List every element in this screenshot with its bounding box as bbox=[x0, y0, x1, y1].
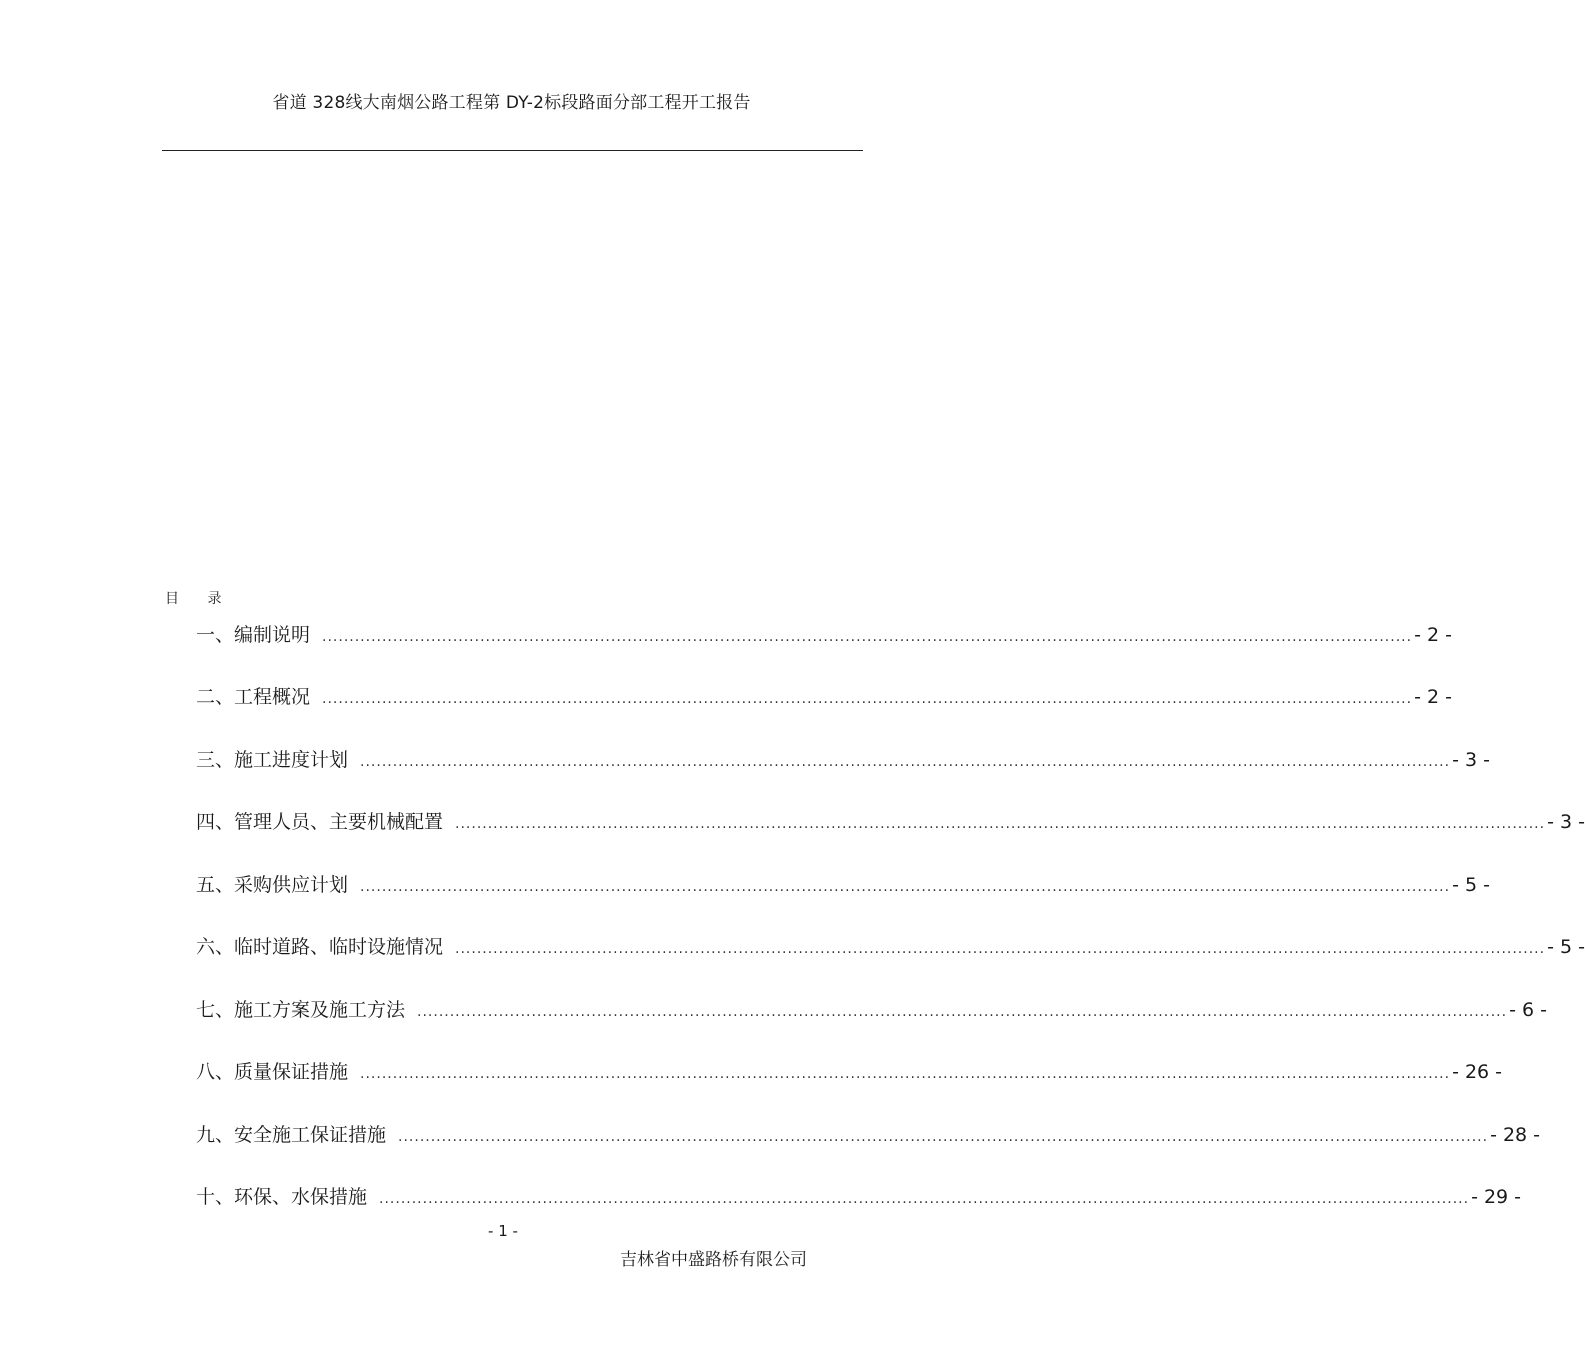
toc-item-label: 十、环保、水保措施 bbox=[196, 1186, 368, 1208]
toc-item-label: 四、管理人员、主要机械配置 bbox=[196, 811, 444, 833]
toc-item[interactable] bbox=[196, 1057, 1503, 1101]
toc-leader-dots: ........................................................................................................................................................................................................ bbox=[398, 1129, 1489, 1145]
toc-leader-dots: ........................................................................................................................................................................................................ bbox=[360, 754, 1451, 770]
toc-leader-dots: ........................................................................................................................................................................................................ bbox=[379, 1191, 1470, 1207]
header-divider bbox=[162, 150, 863, 151]
toc-item-label: 一、编制说明 bbox=[196, 624, 311, 646]
toc-item-label: 八、质量保证措施 bbox=[196, 1061, 349, 1083]
toc-leader-dots: ........................................................................................................................................................................................................ bbox=[322, 691, 1413, 707]
toc-item[interactable] bbox=[196, 682, 1452, 726]
toc-leader-dots: ........................................................................................................................................................................................................ bbox=[322, 629, 1413, 645]
toc-item-page: - 26 - bbox=[1452, 1061, 1503, 1083]
toc-leader-dots: ........................................................................................................................................................................................................ bbox=[455, 816, 1546, 832]
toc-item[interactable] bbox=[196, 995, 1547, 1039]
toc-item[interactable] bbox=[196, 870, 1490, 914]
page-number: - 1 - bbox=[488, 1222, 518, 1240]
toc-leader-dots: ........................................................................................................................................................................................................ bbox=[360, 1066, 1451, 1082]
toc-item[interactable] bbox=[196, 1182, 1522, 1226]
toc-item[interactable] bbox=[196, 745, 1490, 789]
toc-item[interactable] bbox=[196, 807, 1585, 851]
toc-item-page: - 3 - bbox=[1452, 749, 1490, 771]
toc-item-page: - 5 - bbox=[1547, 936, 1585, 958]
toc-item[interactable] bbox=[196, 1120, 1541, 1164]
toc-leader-dots: ........................................................................................................................................................................................................ bbox=[417, 1004, 1508, 1020]
toc-item-page: - 3 - bbox=[1547, 811, 1585, 833]
toc-item-page: - 2 - bbox=[1414, 624, 1452, 646]
page-header-title: 省道 328线大南烟公路工程第 DY-2标段路面分部工程开工报告 bbox=[272, 93, 751, 113]
company-name: 吉林省中盛路桥有限公司 bbox=[620, 1250, 807, 1270]
toc-leader-dots: ........................................................................................................................................................................................................ bbox=[360, 879, 1451, 895]
toc-item-label: 五、采购供应计划 bbox=[196, 874, 349, 896]
toc-item-label: 七、施工方案及施工方法 bbox=[196, 999, 406, 1021]
toc-item-label: 六、临时道路、临时设施情况 bbox=[196, 936, 444, 958]
toc-item[interactable] bbox=[196, 932, 1585, 976]
toc-item-page: - 2 - bbox=[1414, 686, 1452, 708]
toc-item-page: - 5 - bbox=[1452, 874, 1490, 896]
toc-item[interactable] bbox=[196, 620, 1452, 664]
toc-title: 目 录 bbox=[165, 591, 222, 607]
toc-item-page: - 29 - bbox=[1471, 1186, 1522, 1208]
toc-item-label: 三、施工进度计划 bbox=[196, 749, 349, 771]
toc-item-page: - 6 - bbox=[1509, 999, 1547, 1021]
toc-item-label: 二、工程概况 bbox=[196, 686, 311, 708]
toc-leader-dots: ........................................................................................................................................................................................................ bbox=[455, 941, 1546, 957]
toc-item-page: - 28 - bbox=[1490, 1124, 1541, 1146]
toc-item-label: 九、安全施工保证措施 bbox=[196, 1124, 387, 1146]
